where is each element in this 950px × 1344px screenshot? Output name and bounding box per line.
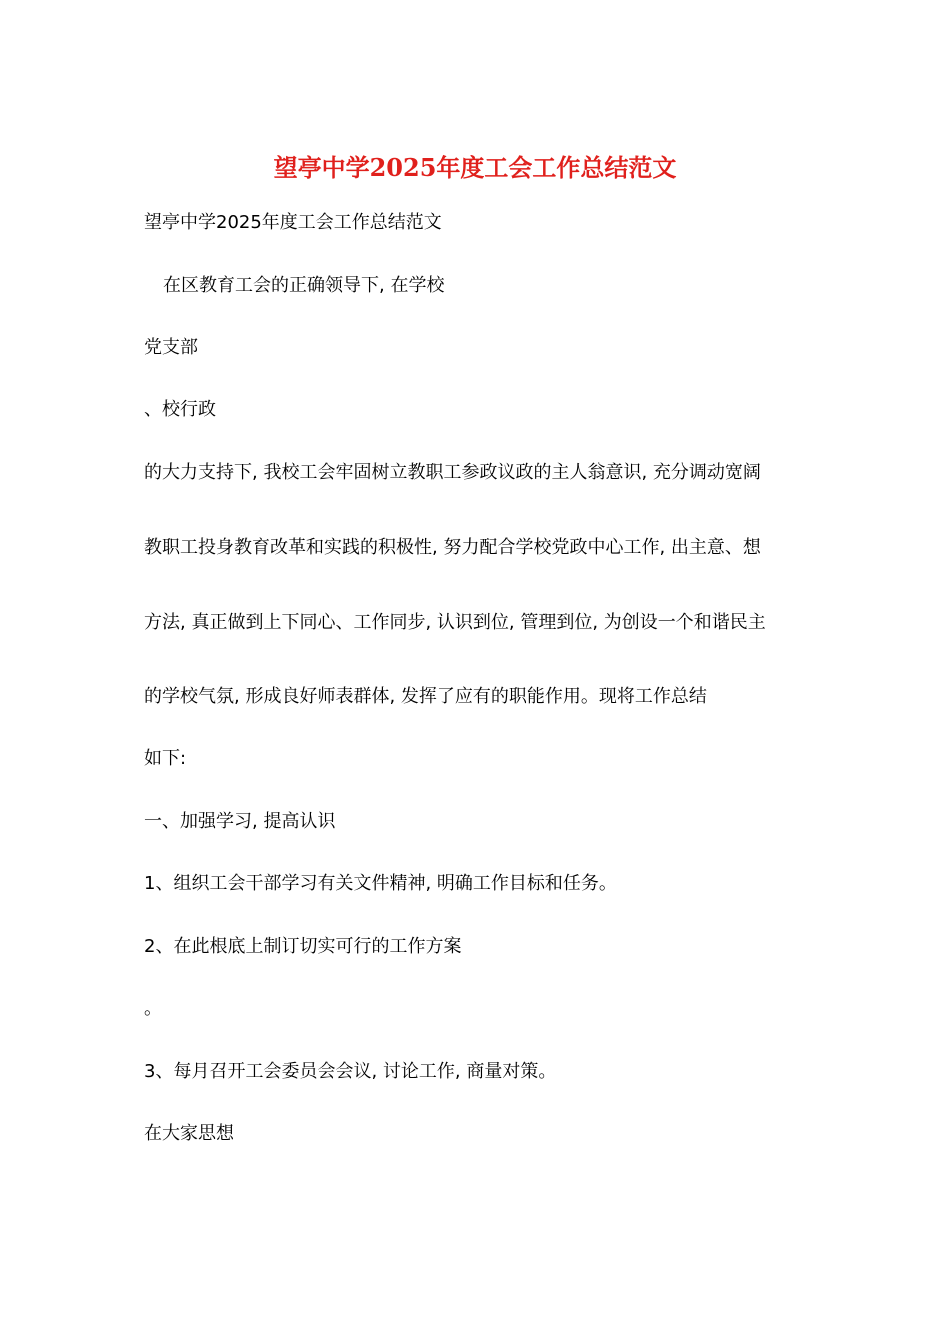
paragraph-line: 的大力支持下, 我校工会牢固树立教职工参政议政的主人翁意识, 充分调动宽阔: [144, 462, 761, 483]
paragraph-line: 的学校气氛, 形成良好师表群体, 发挥了应有的职能作用。现将工作总结: [144, 686, 707, 707]
document-title: 望亭中学2025年度工会工作总结范文: [273, 153, 677, 182]
paragraph-line: 党支部: [144, 337, 198, 358]
paragraph-line: 望亭中学2025年度工会工作总结范文: [144, 212, 442, 233]
paragraph-line: 在区教育工会的正确领导下, 在学校: [163, 275, 445, 296]
paragraph-line: 在大家思想: [144, 1123, 234, 1144]
list-item: 3、每月召开工会委员会会议, 讨论工作, 商量对策。: [144, 1061, 557, 1082]
paragraph-line: 、校行政: [144, 399, 216, 420]
list-item: 2、在此根底上制订切实可行的工作方案: [144, 936, 462, 957]
paragraph-line: 如下:: [144, 748, 187, 769]
paragraph-line: 方法, 真正做到上下同心、工作同步, 认识到位, 管理到位, 为创设一个和谐民主: [144, 612, 766, 633]
section-heading: 一、加强学习, 提高认识: [144, 811, 336, 832]
paragraph-line: 教职工投身教育改革和实践的积极性, 努力配合学校党政中心工作, 出主意、想: [144, 537, 761, 558]
paragraph-line: 。: [144, 998, 162, 1019]
list-item: 1、组织工会干部学习有关文件精神, 明确工作目标和任务。: [144, 873, 617, 894]
